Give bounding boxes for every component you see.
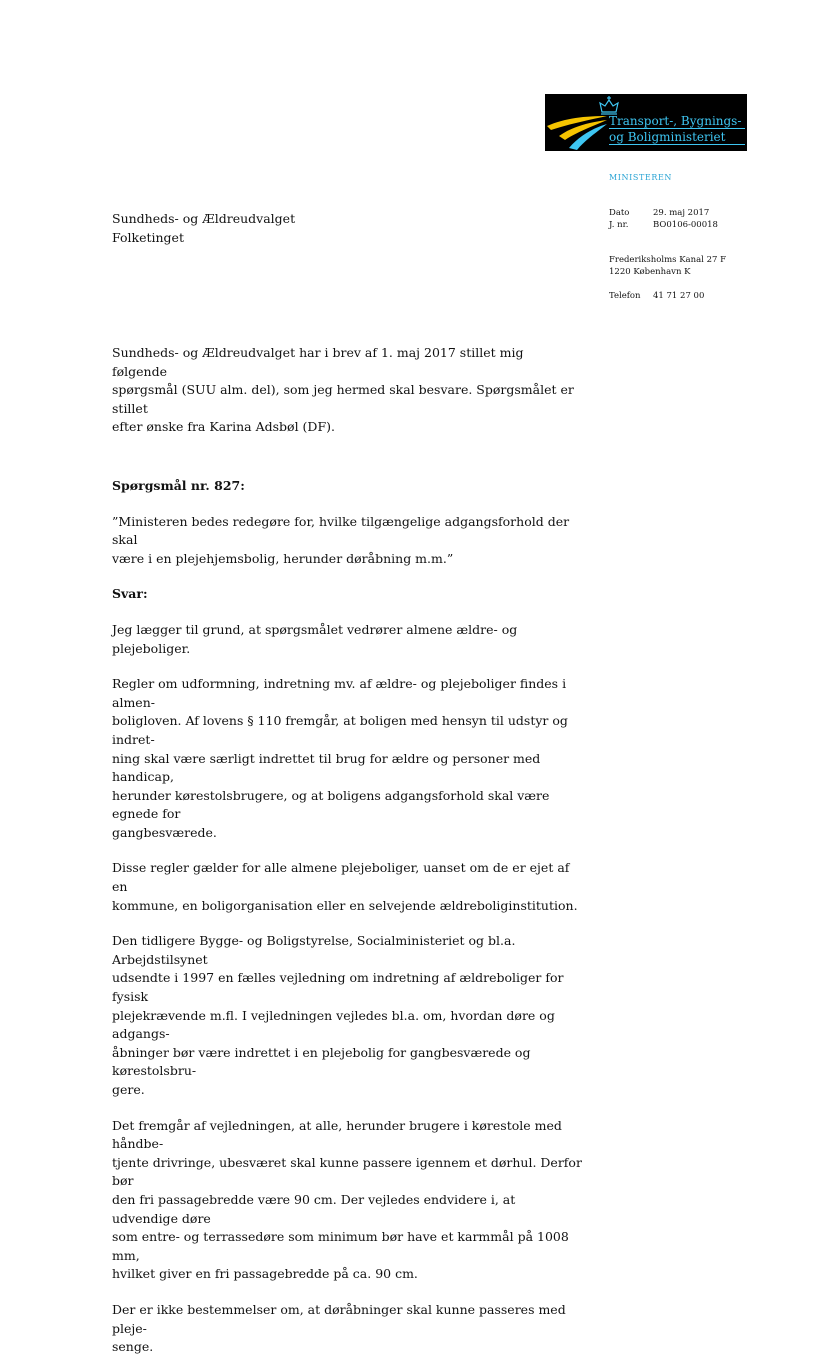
text-line: være i en plejehjemsbolig, herunder døråbning m.m.” <box>112 550 454 566</box>
text-line: plejekrævende m.fl. I vejledningen vejledes bl.a. om, hvordan døre og adgangs- <box>112 1007 555 1042</box>
recipient-line: Folketinget <box>112 230 184 245</box>
date-label: Dato <box>609 208 630 218</box>
phone-value: 41 71 27 00 <box>653 291 705 301</box>
date-row <box>609 207 709 219</box>
logo-underline <box>609 128 745 129</box>
phone-row <box>609 290 704 302</box>
text-line: Regler om udformning, indretning mv. af ældre- og plejeboliger findes i almen- <box>112 676 567 710</box>
date-value: 29. maj 2017 <box>653 208 710 218</box>
text-line: Jeg lægger til grund, at spørgsmålet vedrører almene ældre- og plejeboliger. <box>112 621 518 656</box>
text-line: åbninger bør være indrettet i en plejebolig for gangbesværede og kørestolsbru- <box>112 1044 531 1079</box>
text-line: boligloven. Af lovens § 110 fremgår, at boligen med hensyn til udstyr og indret- <box>112 713 568 747</box>
answer-paragraph <box>112 1301 582 1357</box>
letter-body <box>112 344 582 1357</box>
logo-text-line2: og Boligministeriet <box>609 130 726 144</box>
answer-paragraph <box>112 1117 582 1284</box>
text-line: Sundheds- og Ældreudvalget har i brev af 1. maj 2017 stillet mig følgende <box>112 345 524 379</box>
text-line: ning skal være særligt indrettet til brug for ældre og personer med handicap, <box>112 750 541 785</box>
recipient-block <box>112 209 295 247</box>
answer-paragraph <box>112 675 582 842</box>
sender-unit: MINISTEREN <box>609 173 673 182</box>
address-line1: Frederiksholms Kanal 27 F <box>609 255 726 265</box>
reference-value: BO0106-00018 <box>653 220 718 230</box>
text-line: Disse regler gælder for alle almene plejeboliger, uanset om de er ejet af en <box>112 860 570 895</box>
question-heading: Spørgsmål nr. 827: <box>112 477 245 493</box>
recipient-line: Sundheds- og Ældreudvalget <box>112 211 296 226</box>
text-line: Den tidligere Bygge- og Boligstyrelse, Socialministeriet og bl.a. Arbejdstilsynet <box>112 933 516 967</box>
phone-label: Telefon <box>609 291 641 301</box>
address-line2: 1220 København K <box>609 267 691 277</box>
ministry-logo <box>545 94 747 151</box>
text-line: gangbesværede. <box>112 824 217 840</box>
answer-paragraph <box>112 932 582 1099</box>
answer-paragraph <box>112 859 582 915</box>
logo-underline <box>609 144 745 145</box>
text-line: Det fremgår af vejledningen, at alle, herunder brugere i kørestole med håndbe- <box>112 1117 562 1152</box>
text-line: efter ønske fra Karina Adsbøl (DF). <box>112 419 335 435</box>
logo-text-line1: Transport-, Bygnings- <box>609 114 742 128</box>
intro-paragraph <box>112 344 582 437</box>
reference-row <box>609 219 718 231</box>
text-line: kommune, en boligorganisation eller en selvejende ældreboliginstitution. <box>112 897 578 913</box>
text-line: som entre- og terrassedøre som minimum bør have et karmmål på 1008 mm, <box>112 1229 569 1263</box>
text-line: Der er ikke bestemmelser om, at døråbninger skal kunne passeres med pleje- <box>112 1301 566 1336</box>
text-line: senge. <box>112 1339 154 1355</box>
text-line: ”Ministeren bedes redegøre for, hvilke tilgængelige adgangsforhold der skal <box>112 513 570 548</box>
answer-heading: Svar: <box>112 586 148 602</box>
text-line: herunder kørestolsbrugere, og at boligens adgangsforhold skal være egnede for <box>112 787 550 822</box>
text-line: hvilket giver en fri passagebredde på ca. 90 cm. <box>112 1266 418 1282</box>
text-line: udsendte i 1997 en fælles vejledning om indretning af ældreboliger for fysisk <box>112 970 564 1005</box>
reference-label: J. nr. <box>609 220 629 230</box>
text-line: den fri passagebredde være 90 cm. Der vejledes endvidere i, at udvendige døre <box>112 1191 516 1226</box>
text-line: tjente drivringe, ubesværet skal kunne passere igennem et dørhul. Derfor bør <box>112 1154 582 1189</box>
text-line: spørgsmål (SUU alm. del), som jeg hermed skal besvare. Spørgsmålet er stillet <box>112 382 574 416</box>
text-line: gere. <box>112 1082 145 1097</box>
answer-paragraph <box>112 621 582 658</box>
question-paragraph <box>112 513 582 569</box>
